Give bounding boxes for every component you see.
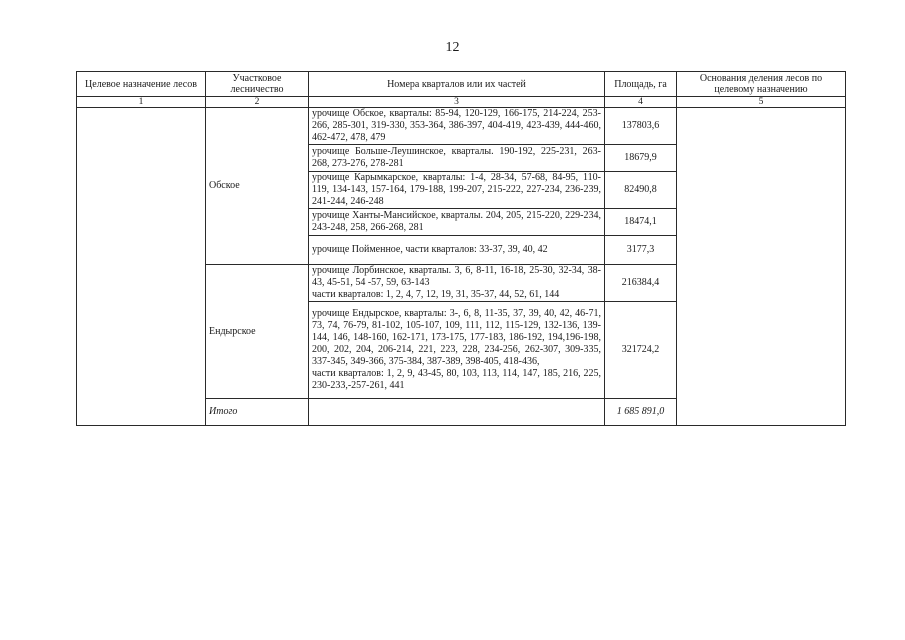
column-number-row — [77, 97, 846, 108]
area-cell: 18679,9 — [605, 145, 677, 172]
purpose-cell — [77, 108, 206, 426]
forestry-name: Обское — [206, 108, 309, 265]
column-number: 5 — [677, 97, 846, 108]
total-area: 1 685 891,0 — [605, 399, 677, 426]
page-number: 12 — [445, 40, 460, 55]
area-cell: 18474,1 — [605, 209, 677, 236]
area-cell: 82490,8 — [605, 172, 677, 209]
area-cell: 137803,6 — [605, 108, 677, 145]
header-quarters: Номера кварталов или их частей — [309, 72, 605, 97]
header-forestry: Участковое лесничество — [206, 72, 309, 97]
quarters-cell: урочище Пойменное, части кварталов: 33-37, 39, 40, 42 — [309, 236, 605, 265]
quarters-list: урочище Лорбинское, кварталы. 3, 6, 8-11, 16-18, 25-30, 32-34, 38-43, 45-51, 54 -57, 59, 63-143 — [312, 265, 601, 288]
area-cell: 321724,2 — [605, 302, 677, 399]
quarters-cell: урочище Обское, кварталы: 85-94, 120-129, 166-175, 214-224, 253-266, 285-301, 319-330, 353-364, 386-397, 404-419, 423-439, 444-460, 462-472, 478, 479 — [309, 108, 605, 145]
quarters-parts-list: части кварталов: 1, 2, 9, 43-45, 80, 103, 113, 114, 147, 185, 216, 225, 230-233,-257-261, 441 — [312, 368, 601, 391]
table-row — [77, 108, 846, 145]
column-number: 4 — [605, 97, 677, 108]
basis-cell — [677, 108, 846, 426]
total-label: Итого — [206, 399, 309, 426]
area-cell: 216384,4 — [605, 265, 677, 302]
quarters-cell: урочище Карымкарское, кварталы: 1-4, 28-34, 57-68, 84-95, 110-119, 134-143, 157-164, 179-188, 199-207, 215-222, 227-234, 236-239, 241-244, 246-248 — [309, 172, 605, 209]
header-area: Площадь, га — [605, 72, 677, 97]
total-quarters-cell — [309, 399, 605, 426]
table-header-row — [77, 72, 846, 97]
column-number: 3 — [309, 97, 605, 108]
quarters-cell: урочище Ханты-Мансийское, кварталы. 204, 205, 215-220, 229-234, 243-248, 258, 266-268, 281 — [309, 209, 605, 236]
header-purpose: Целевое назначение лесов — [77, 72, 206, 97]
column-number: 2 — [206, 97, 309, 108]
quarters-cell: урочище Больше-Леушинское, кварталы. 190-192, 225-231, 263-268, 273-276, 278-281 — [309, 145, 605, 172]
quarters-cell — [309, 265, 605, 302]
header-basis: Основания деления лесов по целевому назначению — [677, 72, 846, 97]
quarters-list: урочище Ендырское, кварталы: 3-, 6, 8, 11-35, 37, 39, 40, 42, 46-71, 73, 74, 76-79, 81-102, 105-107, 109, 111, 112, 115-129, 132-136, 139-144, 146, 148-160, 162-171, 173-175, 177-183, 186-192, 194,196-198, 200, 202, 204, 206-214, 221, 223, 228, 234-256, 262-307, 309-335, 337-345, 349-366, 375-384, 387-389, 398-405, 418-436, — [312, 308, 601, 367]
quarters-parts-list: части кварталов: 1, 2, 4, 7, 12, 19, 31, 35-37, 44, 52, 61, 144 — [312, 289, 560, 300]
quarters-cell — [309, 302, 605, 399]
column-number: 1 — [77, 97, 206, 108]
forestry-name: Ендырское — [206, 265, 309, 399]
area-cell: 3177,3 — [605, 236, 677, 265]
forest-division-table — [76, 71, 846, 426]
